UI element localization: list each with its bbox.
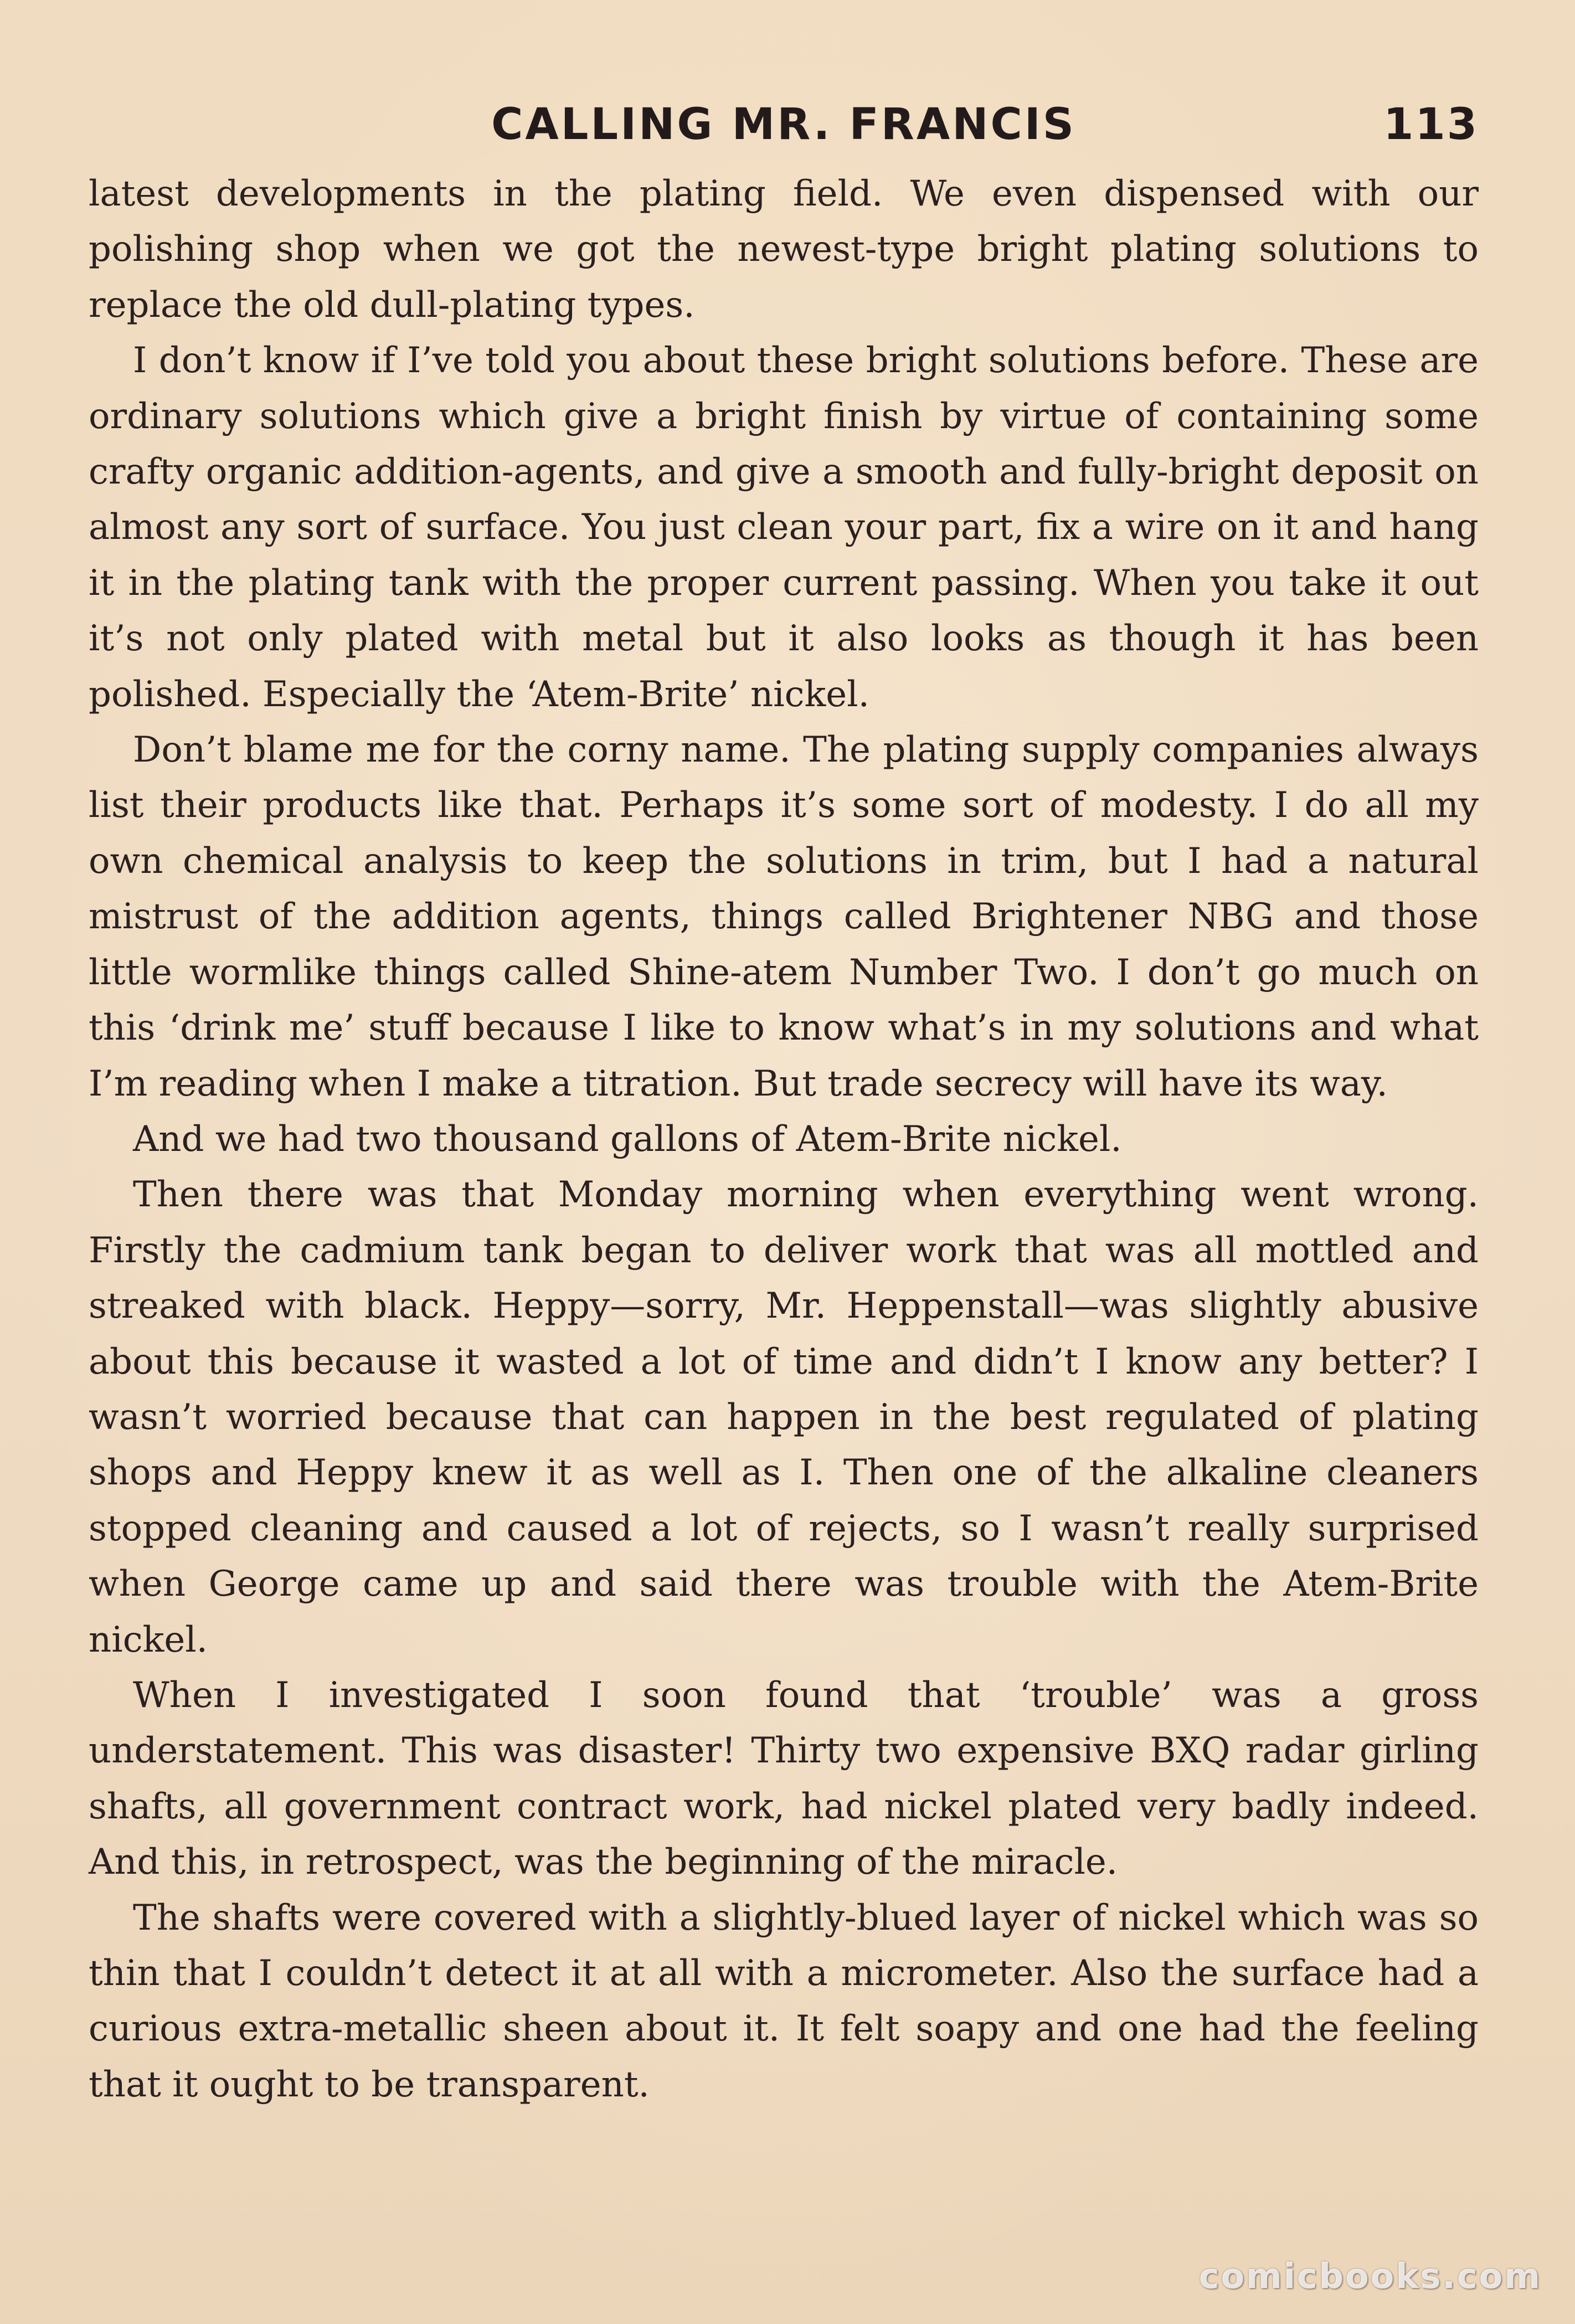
paragraph-continued: latest developments in the plating field. We even dispensed with our polishing shop when we got the newest-type bright plating solutions to replace the old dull-plating types. — [89, 173, 1479, 326]
chapter-title: CALLING MR. FRANCIS — [491, 100, 1076, 150]
paragraph: The shafts were covered with a slightly-blued layer of nickel which was so thin that I couldn’t detect it at all with a micrometer. Also the surface had a curious extra-metallic sheen about it. It felt soapy and one had the feeling that it ought to be transparent. — [89, 1897, 1479, 2105]
paragraph: When I investigated I soon found that ‘trouble’ was a gross understatement. This was disaster! Thirty two expensive BXQ radar girling shafts, all government contract work, had nickel plated very badly indeed. And this, in retrospect, was the beginning of the miracle. — [89, 1674, 1479, 1883]
site-watermark: comicbooks.com — [1198, 2256, 1542, 2296]
paragraph: I don’t know if I’ve told you about these bright solutions before. These are ordinary solutions which give a bright finish by virtue of containing some crafty organic addition-agents, and give a smooth and fully-bright deposit on almost any sort of surface. You just clean your part, fix a wire on it and hang it in the plating tank with the proper current passing. When you take it out it’s not only plated with metal but it also looks as though it has been polished. Especially the ‘Atem-Brite’ nickel. — [89, 340, 1479, 715]
paragraph: Then there was that Monday morning when everything went wrong. Firstly the cadmium tank began to deliver work that was all mottled and streaked with black. Heppy—sorry, Mr. Heppenstall—was slightly abusive about this because it wasted a lot of time and didn’t I know any better? I wasn’t worried because that can happen in the best regulated of plating shops and Heppy knew it as well as I. Then one of the alkaline cleaners stopped cleaning and caused a lot of rejects, so I wasn’t really surprised when George came up and said there was trouble with the Atem-Brite nickel. — [89, 1174, 1479, 1660]
running-head — [89, 94, 1479, 155]
paragraph: And we had two thousand gallons of Atem-Brite nickel. — [133, 1118, 1122, 1160]
paragraph: Don’t blame me for the corny name. The plating supply companies always list their products like that. Perhaps it’s some sort of modesty. I do all my own chemical analysis to keep the solutions in trim, but I had a natural mistrust of the addition agents, things called Brightener NBG and those little wormlike things called Shine-atem Number Two. I don’t go much on this ‘drink me’ stuff because I like to know what’s in my solutions and what I’m reading when I make a titration. But trade secrecy will have its way. — [89, 729, 1479, 1104]
page-number: 113 — [1383, 100, 1479, 150]
body-text — [89, 166, 1479, 2112]
